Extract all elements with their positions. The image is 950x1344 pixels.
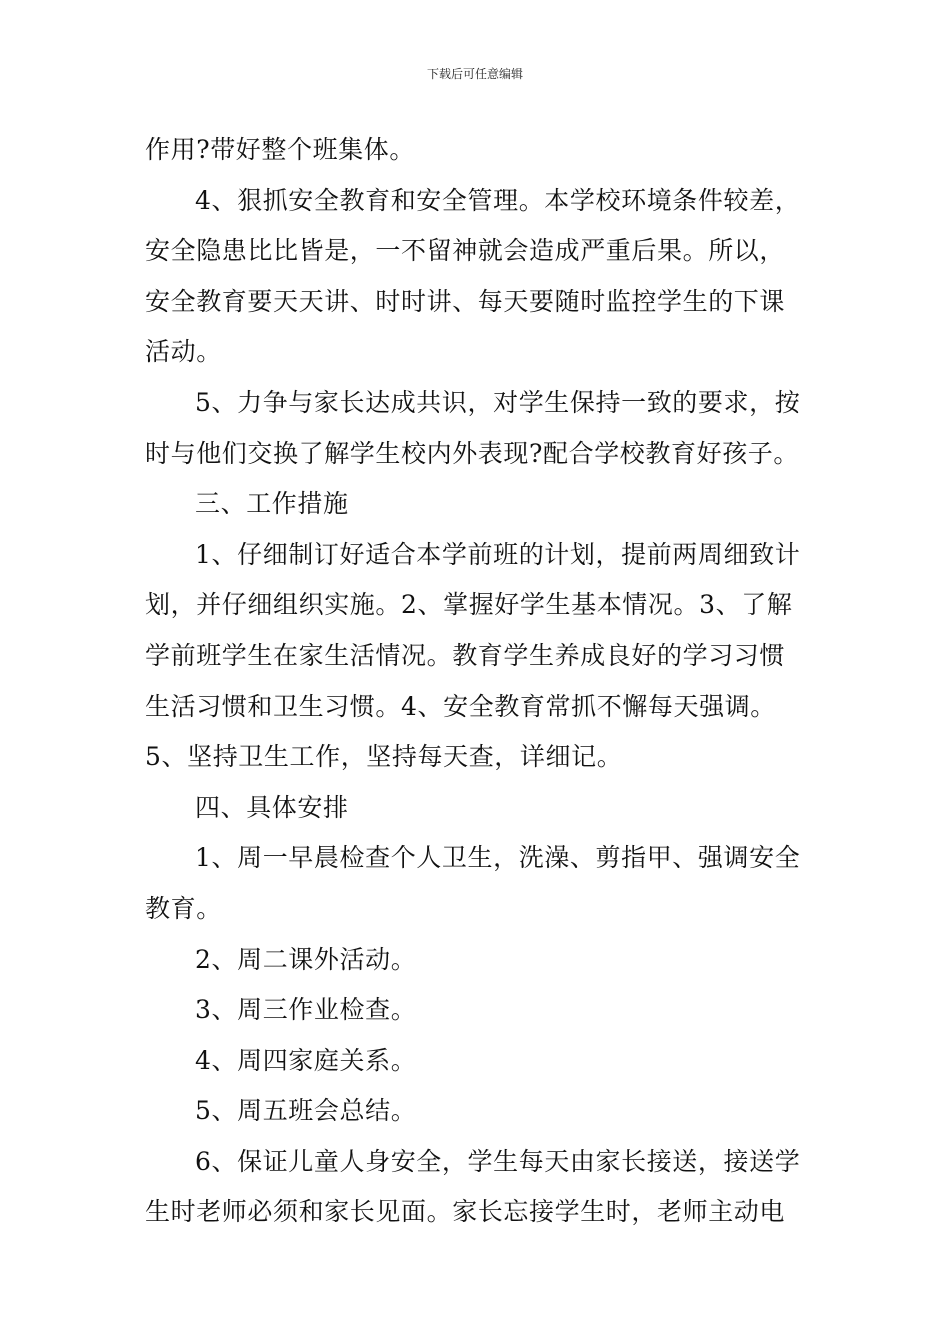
text-line: 5、周五班会总结。 bbox=[195, 1096, 417, 1126]
text-line: 教育。 bbox=[145, 893, 222, 923]
text-line: 学前班学生在家生活情况。教育学生养成良好的学习习惯 bbox=[145, 640, 786, 670]
text-line: 时与他们交换了解学生校内外表现?配合学校教育好孩子。 bbox=[145, 438, 800, 468]
text-line: 1、仔细制订好适合本学前班的计划，提前两周细致计 bbox=[195, 539, 801, 569]
text-line: 5、力争与家长达成共识，对学生保持一致的要求，按 bbox=[195, 387, 801, 417]
text-line: 4、狠抓安全教育和安全管理。本学校环境条件较差， bbox=[195, 185, 801, 215]
text-line: 4、周四家庭关系。 bbox=[195, 1045, 417, 1075]
text-line: 划，并仔细组织实施。2、掌握好学生基本情况。3、了解 bbox=[145, 590, 793, 620]
text-line: 安全教育要天天讲、时时讲、每天要随时监控学生的下课 bbox=[145, 286, 786, 316]
text-line: 生时老师必须和家长见面。家长忘接学生时，老师主动电 bbox=[145, 1197, 786, 1227]
text-line: 3、周三作业检查。 bbox=[195, 995, 417, 1025]
section-heading: 三、工作措施 bbox=[195, 489, 349, 519]
text-line: 作用?带好整个班集体。 bbox=[145, 135, 416, 164]
document-body bbox=[145, 125, 825, 1238]
text-line: 安全隐患比比皆是，一不留神就会造成严重后果。所以， bbox=[145, 236, 786, 266]
text-line: 活动。 bbox=[145, 337, 222, 367]
text-line: 生活习惯和卫生习惯。4、安全教育常抓不懈每天强调。 bbox=[145, 691, 776, 721]
section-heading: 四、具体安排 bbox=[195, 792, 349, 822]
text-line: 5、坚持卫生工作，坚持每天查，详细记。 bbox=[145, 742, 623, 772]
text-line: 1、周一早晨检查个人卫生，洗澡、剪指甲、强调安全 bbox=[195, 843, 801, 873]
text-line: 2、周二课外活动。 bbox=[195, 944, 417, 974]
page-header: 下载后可任意编辑 bbox=[426, 67, 523, 81]
text-line: 6、保证儿童人身安全，学生每天由家长接送，接送学 bbox=[195, 1146, 801, 1176]
